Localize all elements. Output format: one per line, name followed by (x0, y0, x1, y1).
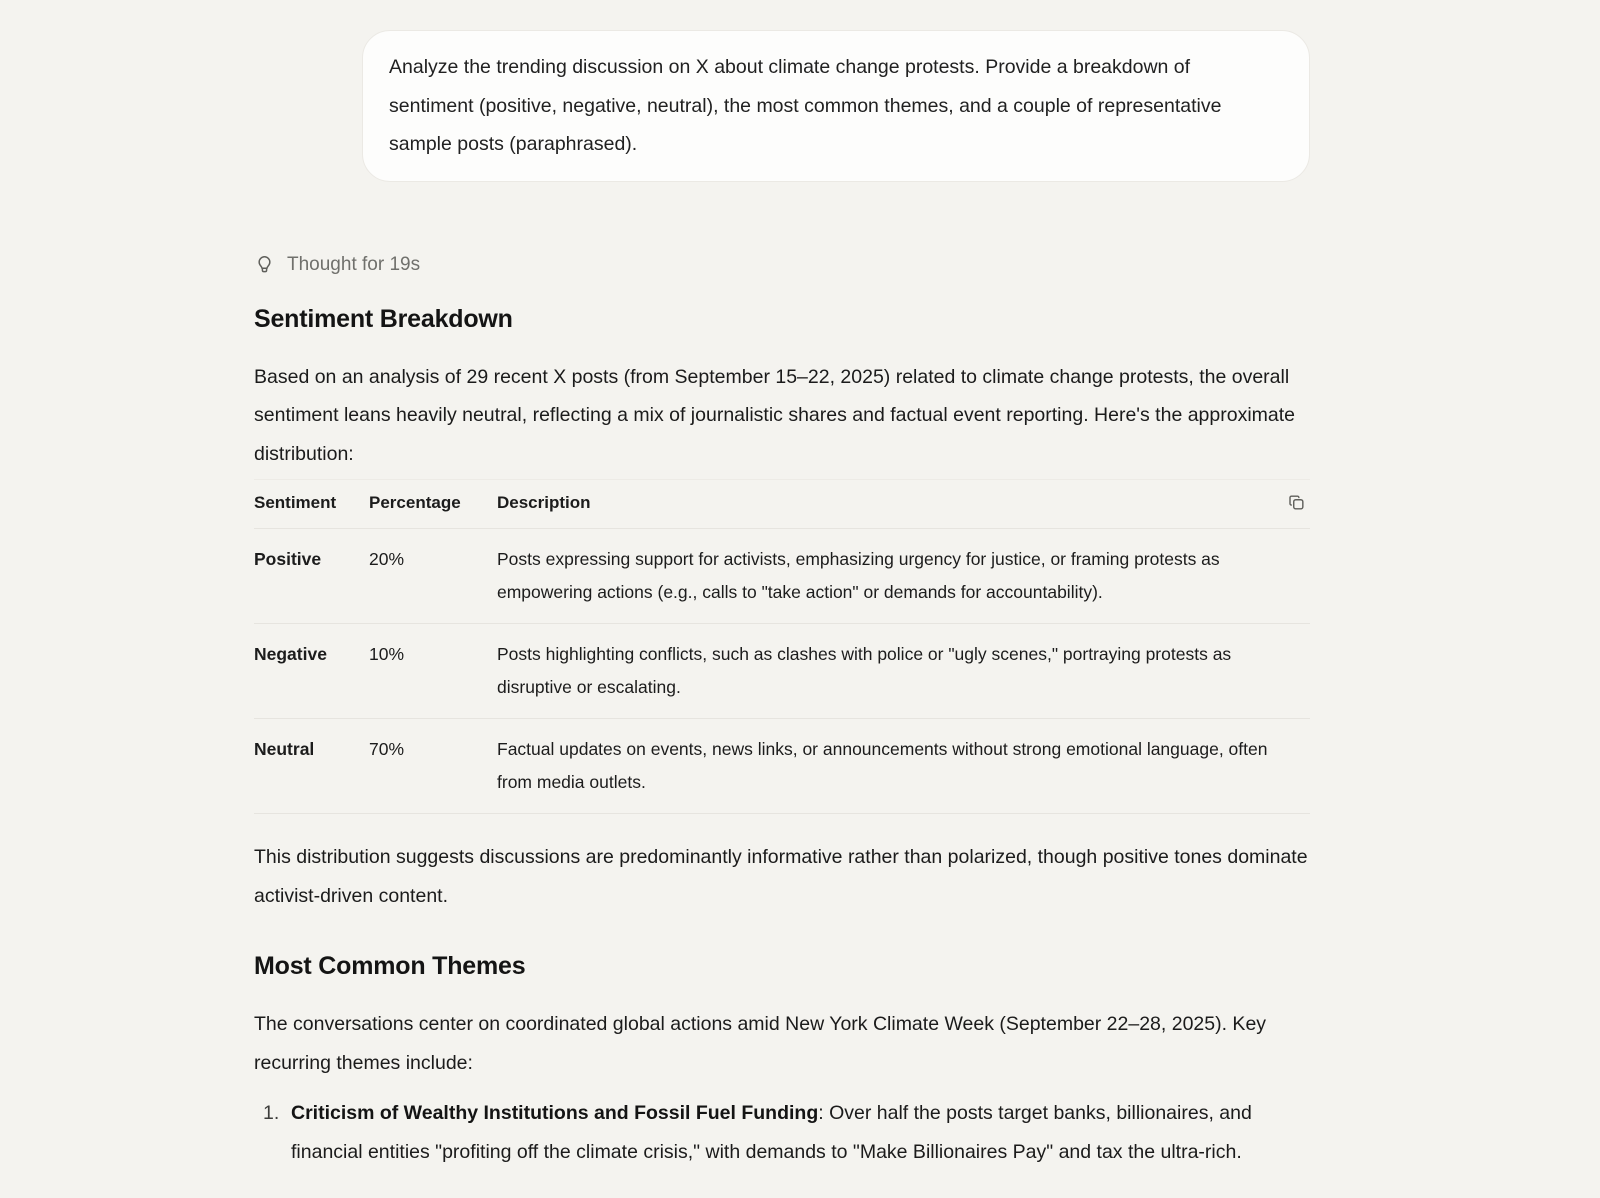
copy-icon (1287, 493, 1306, 515)
list-item (254, 1094, 1310, 1171)
table-header-percentage: Percentage (369, 480, 497, 529)
sentiment-breakdown-heading: Sentiment Breakdown (254, 304, 513, 333)
table-row-negative (254, 624, 1310, 719)
cell-description: Posts highlighting conflicts, such as clashes with police or "ugly scenes," portraying protests as disruptive or escalating. (497, 624, 1310, 719)
list-item-title: Criticism of Wealthy Institutions and Fossil Fuel Funding (291, 1102, 819, 1124)
cell-sentiment: Neutral (254, 719, 369, 814)
thinking-label: Thought for 19s (287, 253, 421, 275)
user-message-bubble: Analyze the trending discussion on X about climate change protests. Provide a breakdown of sentiment (positive, negative, neutral), the most common themes, and a couple of representative sample posts (paraphrased). (362, 30, 1310, 182)
cell-percentage: 70% (369, 719, 497, 814)
cell-sentiment: Positive (254, 529, 369, 624)
thinking-toggle[interactable] (254, 254, 1310, 276)
sentiment-outro-paragraph: This distribution suggests discussions are predominantly informative rather than polarized, though positive tones dominate activist-driven content. (254, 846, 1308, 907)
cell-percentage: 20% (369, 529, 497, 624)
cell-description: Posts expressing support for activists, emphasizing urgency for justice, or framing protests as empowering actions (e.g., calls to "take action" or demands for accountability). (497, 529, 1310, 624)
user-message-row (254, 0, 1310, 182)
table-row-neutral (254, 719, 1310, 814)
table-header-sentiment: Sentiment (254, 480, 369, 529)
copy-table-button[interactable] (1282, 490, 1310, 518)
sentiment-table (254, 480, 1310, 814)
list-item-number: 1. (263, 1102, 280, 1124)
themes-intro-paragraph: The conversations center on coordinated global actions amid New York Climate Week (September 22–28, 2025). Key recurring themes include: (254, 1013, 1267, 1074)
lightbulb-icon (254, 254, 275, 275)
cell-description: Factual updates on events, news links, or announcements without strong emotional language, often from media outlets. (497, 719, 1310, 814)
conversation-column (254, 0, 1310, 1171)
list-item-body: : Over half the posts target banks, billionaires, and financial entities "profiting off the climate crisis," with demands to "Make Billionaires Pay" and tax the ultra-rich. (291, 1102, 1252, 1163)
cell-percentage: 10% (369, 624, 497, 719)
sentiment-table-container (254, 479, 1310, 814)
list-item-text (291, 1094, 1310, 1171)
table-header-description: Description (497, 480, 1310, 529)
most-common-themes-heading: Most Common Themes (254, 952, 526, 980)
table-header-row (254, 480, 1310, 529)
themes-list (254, 1094, 1310, 1171)
cell-sentiment: Negative (254, 624, 369, 719)
sentiment-intro-paragraph: Based on an analysis of 29 recent X posts (from September 15–22, 2025) related to climate change protests, the overall sentiment leans heavily neutral, reflecting a mix of journalistic shares and factual event reporting. Here's the approximate distribution: (254, 365, 1296, 465)
table-row-positive (254, 529, 1310, 624)
